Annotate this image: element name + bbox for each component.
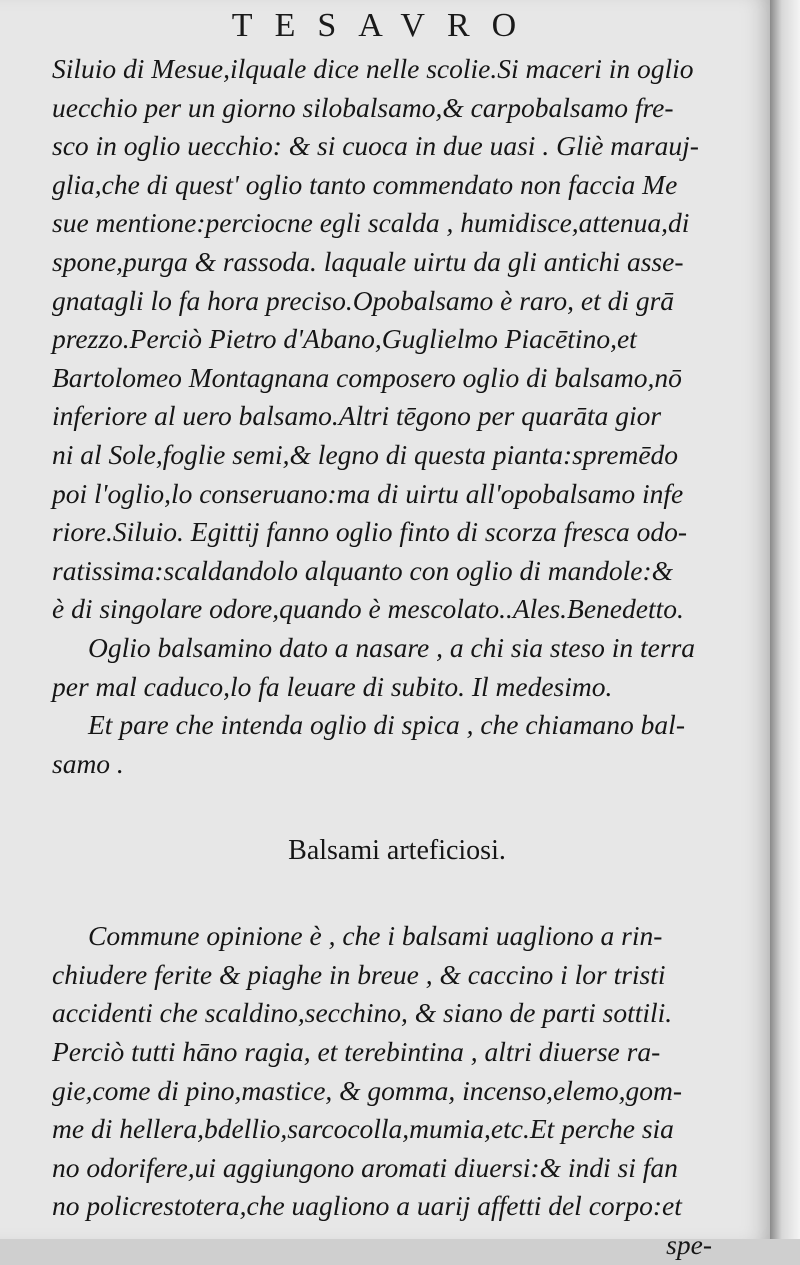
text-line: Siluio di Mesue,ilquale dice nelle scolie.Si maceri in oglio <box>52 53 694 84</box>
text-line: Commune opinione è , che i balsami uagliono a rin- <box>88 920 663 952</box>
section-heading: Balsami arteficiosi. <box>288 835 506 867</box>
spacer <box>52 871 752 917</box>
text-line: accidenti che scaldino,secchino, & siano de parti sottili. <box>52 997 673 1029</box>
text-line: per mal caduco,lo fa leuare di subito. Il medesimo. <box>52 670 613 702</box>
paragraph-3 <box>52 706 752 783</box>
spacer <box>52 783 752 831</box>
catchword: spe- <box>666 1229 712 1261</box>
running-head: TESAVRO <box>231 7 539 44</box>
text-line: gie,come di pino,mastice, & gomma, incenso,elemo,gom- <box>52 1074 683 1106</box>
text-line: chiudere ferite & piaghe in breue , & caccino i lor tristi <box>52 958 666 990</box>
text-line: uecchio per un giorno silobalsamo,& carpobalsamo fre- <box>52 91 674 123</box>
text-line: prezzo.Perciò Pietro d'Abano,Guglielmo Piacētino,et <box>52 323 637 355</box>
text-line: no odorifere,ui aggiungono aromati diuersi:& indi si fan <box>52 1151 678 1183</box>
paragraph-2 <box>52 629 752 706</box>
text-line: sco in oglio uecchio: & si cuoca in due uasi . Gliè marauj- <box>52 130 699 162</box>
paragraph-4 <box>52 917 752 1226</box>
text-line: riore.Siluio. Egittij fanno oglio finto di scorza fresca odo- <box>52 516 688 548</box>
text-line: ratissima:scaldandolo alquanto con oglio di mandole:& <box>52 554 674 586</box>
text-line: spone,purga & rassoda. laquale uirtu da gli antichi asse- <box>52 245 684 277</box>
text-line: ni al Sole,foglie semi,& legno di questa pianta:spremēdo <box>52 438 679 470</box>
text-line: glia,che di quest' oglio tanto commendato non faccia Me <box>52 168 678 200</box>
text-line: poi l'oglio,lo conseruano:ma di uirtu all'opobalsamo infe <box>52 477 684 509</box>
page-edge <box>770 0 800 1239</box>
text-line: me di hellera,bdellio,sarcocolla,mumia,etc.Et perche sia <box>52 1113 674 1145</box>
text-line: gnatagli lo fa hora preciso.Opobalsamo è raro, et di grā <box>52 284 675 316</box>
text-line: è di singolare odore,quando è mescolato..Ales.Benedetto. <box>52 593 684 625</box>
text-line: Perciò tutti hāno ragia, et terebintina , altri diuerse ra- <box>52 1036 661 1068</box>
text-line: Oglio balsamino dato a nasare , a chi sia steso in terra <box>88 631 696 663</box>
text-line: samo . <box>52 747 124 779</box>
text-line: sue mentione:perciocne egli scalda , humidisce,attenua,di <box>52 207 690 239</box>
body-text <box>52 50 752 1265</box>
text-line: inferiore al uero balsamo.Altri tēgono per quarāta gior <box>52 400 662 432</box>
text-line: Bartolomeo Montagnana composero oglio di balsamo,nō <box>52 361 682 393</box>
text-line: no policrestotera,che uagliono a uarij affetti del corpo:et <box>52 1190 682 1222</box>
paragraph-1 <box>52 50 752 629</box>
text-line: Et pare che intenda oglio di spica , che chiamano bal- <box>88 709 685 741</box>
